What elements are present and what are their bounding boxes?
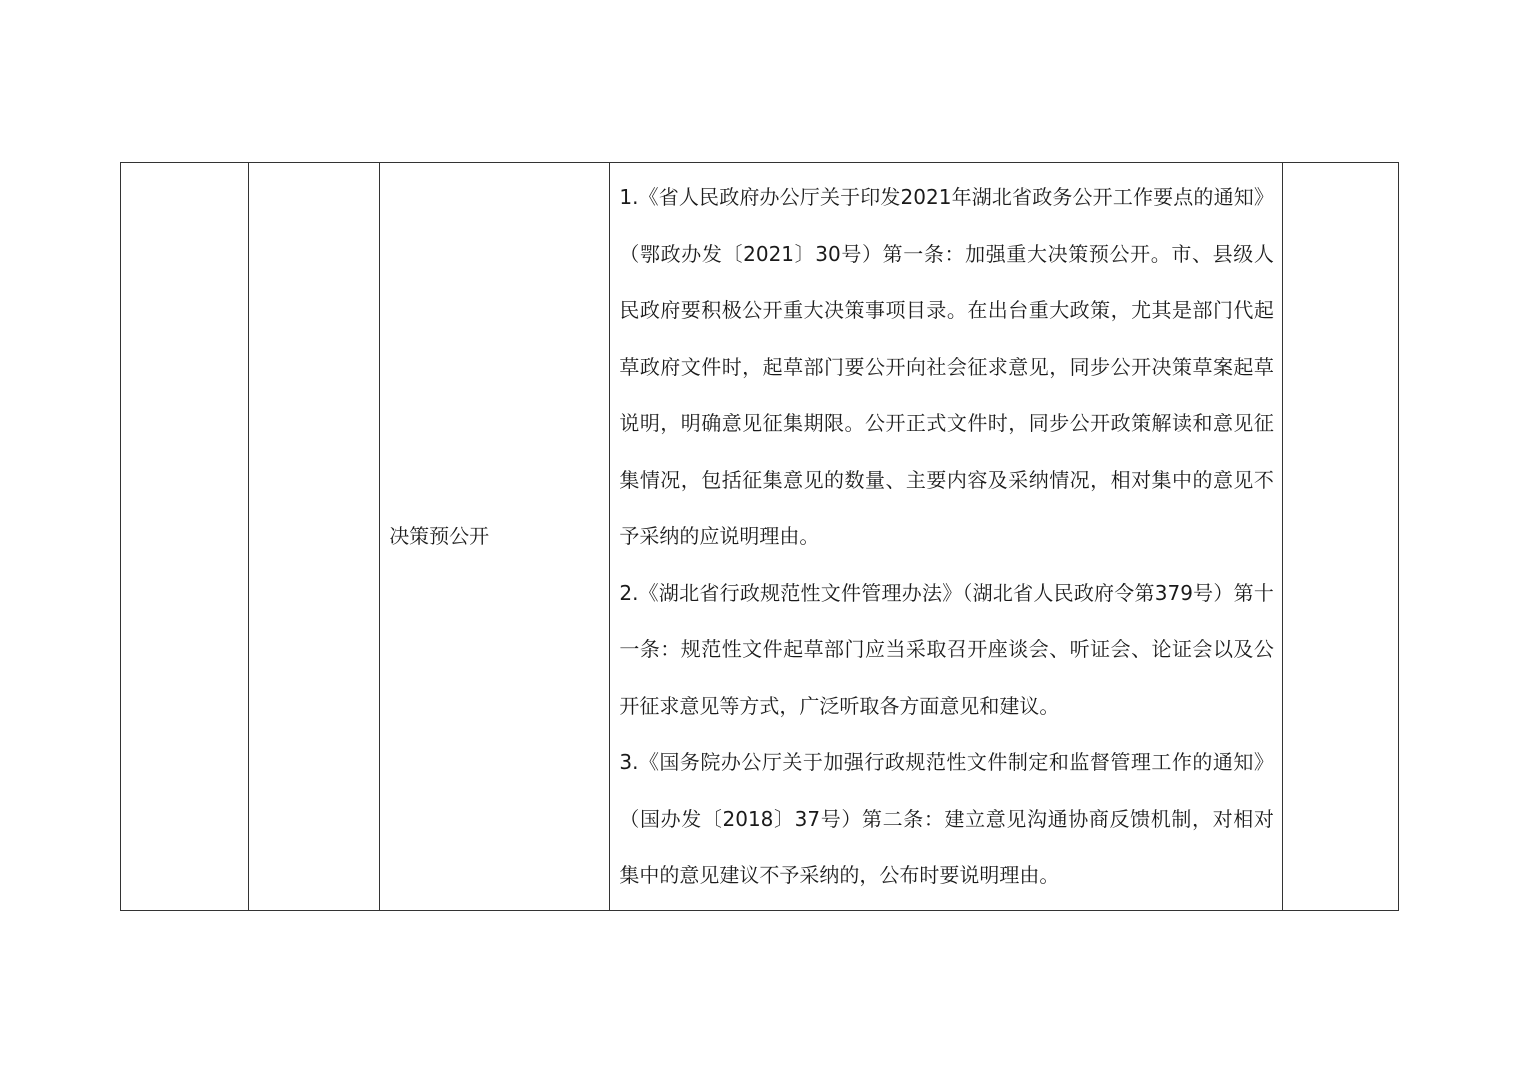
basis-paragraph-2: 2.《湖北省行政规范性文件管理办法》（湖北省人民政府令第379号）第十一条：规范性文件起草部门应当采取召开座谈会、听证会、论证会以及公开征求意见等方式，广泛听取各方面意见和建议。 <box>619 580 1274 718</box>
table-row <box>121 163 1399 911</box>
table-cell-col1 <box>121 163 249 911</box>
table-cell-item: 决策预公开 <box>380 163 610 911</box>
basis-paragraph-3: 3.《国务院办公厅关于加强行政规范性文件制定和监督管理工作的通知》（国办发〔2018〕37号）第二条：建立意见沟通协商反馈机制，对相对集中的意见建议不予采纳的，公布时要说明理由。 <box>619 750 1274 887</box>
disclosure-table <box>120 162 1399 911</box>
table-cell-basis <box>610 163 1283 911</box>
table-cell-col2 <box>249 163 380 911</box>
basis-paragraph-1: 1.《省人民政府办公厅关于印发2021年湖北省政务公开工作要点的通知》（鄂政办发〔2021〕30号）第一条：加强重大决策预公开。市、县级人民政府要积极公开重大决策事项目录。在出台重大政策，尤其是部门代起草政府文件时，起草部门要公开向社会征求意见，同步公开决策草案起草说明，明确意见征集期限。公开正式文件时，同步公开政策解读和意见征集情况，包括征集意见的数量、主要内容及采纳情况，相对集中的意见不予采纳的应说明理由。 <box>619 185 1274 548</box>
table-cell-col5 <box>1282 163 1398 911</box>
